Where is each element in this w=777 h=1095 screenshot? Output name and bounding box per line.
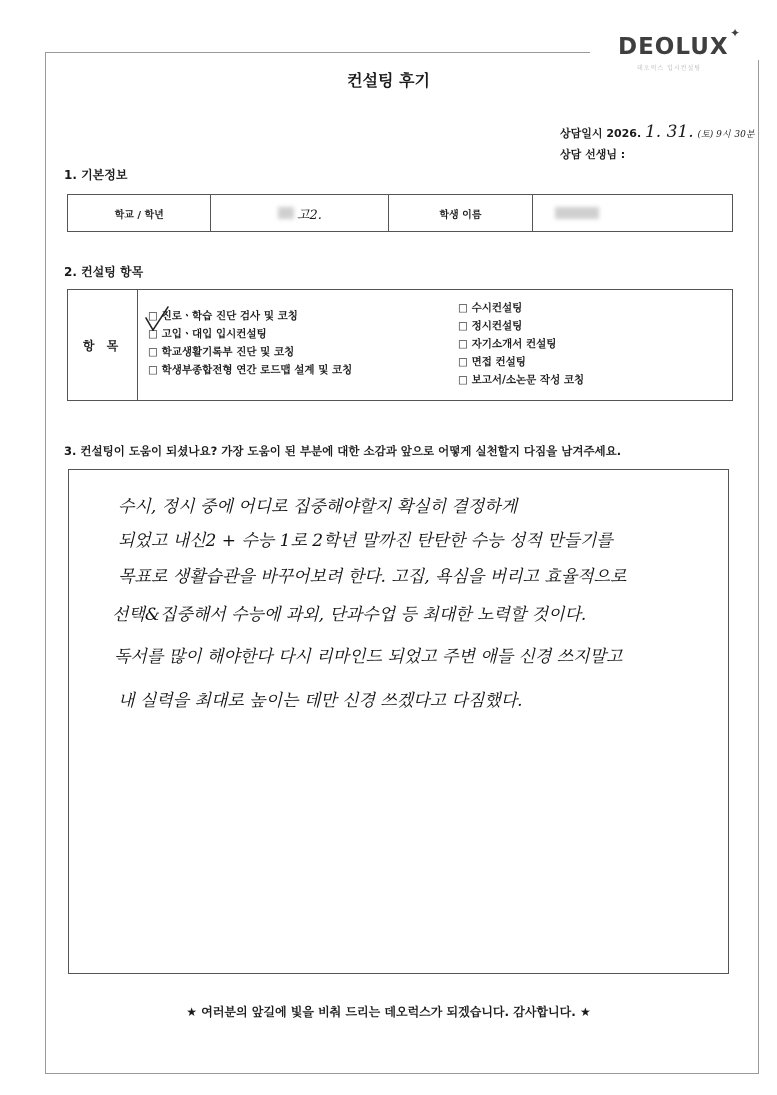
redacted-name <box>555 207 599 219</box>
sparkle-icon: ✦ <box>730 26 741 40</box>
day-handwritten: (토) 9시 <box>697 130 731 140</box>
time-handwritten: 30분 <box>734 130 755 140</box>
name-label: 학생 이름 <box>389 195 532 232</box>
page-title: 컨설팅 후기 <box>347 71 430 90</box>
item-roadmap: □ 학생부종합전형 연간 로드맵 설계 및 코칭 <box>148 364 353 376</box>
answer-line: 선택&집중해서 수능에 과외, 단과수업 등 최대한 노력할 것이다. <box>112 605 587 625</box>
items-header: 항 목 <box>68 290 138 400</box>
logo-tagline: 데오럭스 입시컨설팅 <box>637 65 702 72</box>
item-interview: □ 면접 컨설팅 <box>458 356 526 368</box>
item-admission-consult: □ 고입ㆍ대입 입시컨설팅 <box>148 328 267 340</box>
item-career-test: □ 진로ㆍ학습 진단 검사 및 코칭 <box>148 310 298 322</box>
logo-word: DEOLUX <box>618 34 729 60</box>
redacted-school <box>278 207 294 219</box>
section-consult-items: 2. 컨설팅 항목 <box>64 265 144 279</box>
school-label: 학교 / 학년 <box>68 195 211 232</box>
question-3: 3. 컨설팅이 도움이 되셨나요? 가장 도움이 된 부분에 대한 소감과 앞으로 어떻게 실천할지 다짐을 남겨주세요. <box>64 444 622 458</box>
date-handwritten: 1. 31. <box>644 122 694 142</box>
answer-line: 독서를 많이 해야한다 다시 리마인드 되었고 주변 애들 신경 쓰지말고 <box>114 647 623 667</box>
date-label: 상담일시 2026. <box>560 127 642 140</box>
items-right-column <box>458 299 584 389</box>
item-jeongsi: □ 정시컨설팅 <box>458 320 523 332</box>
grade-handwritten: 고2. <box>296 207 322 223</box>
items-left-column <box>148 307 352 379</box>
item-school-record: □ 학교생활기록부 진단 및 코칭 <box>148 346 295 358</box>
consult-items-box <box>67 289 733 401</box>
student-name-value <box>532 195 732 232</box>
answer-line: 내 실력을 최대로 높이는 데만 신경 쓰겠다고 다짐했다. <box>118 691 523 711</box>
answer-line: 되었고 내신2 + 수능 1로 2학년 말까진 탄탄한 수능 성적 만들기를 <box>118 531 613 551</box>
item-self-intro: □ 자기소개서 컨설팅 <box>458 338 557 350</box>
item-susi: □ 수시컨설팅 <box>458 302 523 314</box>
item-report: □ 보고서/소논문 작성 코칭 <box>458 374 585 386</box>
footer-message: ★ 여러분의 앞길에 빛을 비춰 드리는 데오럭스가 되겠습니다. 감사합니다. ★ <box>186 1005 591 1019</box>
section-basic-info: 1. 기본정보 <box>64 168 128 182</box>
answer-line: 수시, 정시 중에 어디로 집중해야할지 확실히 결정하게 <box>118 497 518 517</box>
answer-line: 목표로 생활습관을 바꾸어보려 한다. 고집, 욕심을 버리고 효율적으로 <box>118 567 627 587</box>
basic-info-table <box>67 194 733 232</box>
teacher-label: 상담 선생님 : <box>560 148 626 161</box>
school-grade-value <box>211 195 389 232</box>
consult-date <box>560 122 755 142</box>
